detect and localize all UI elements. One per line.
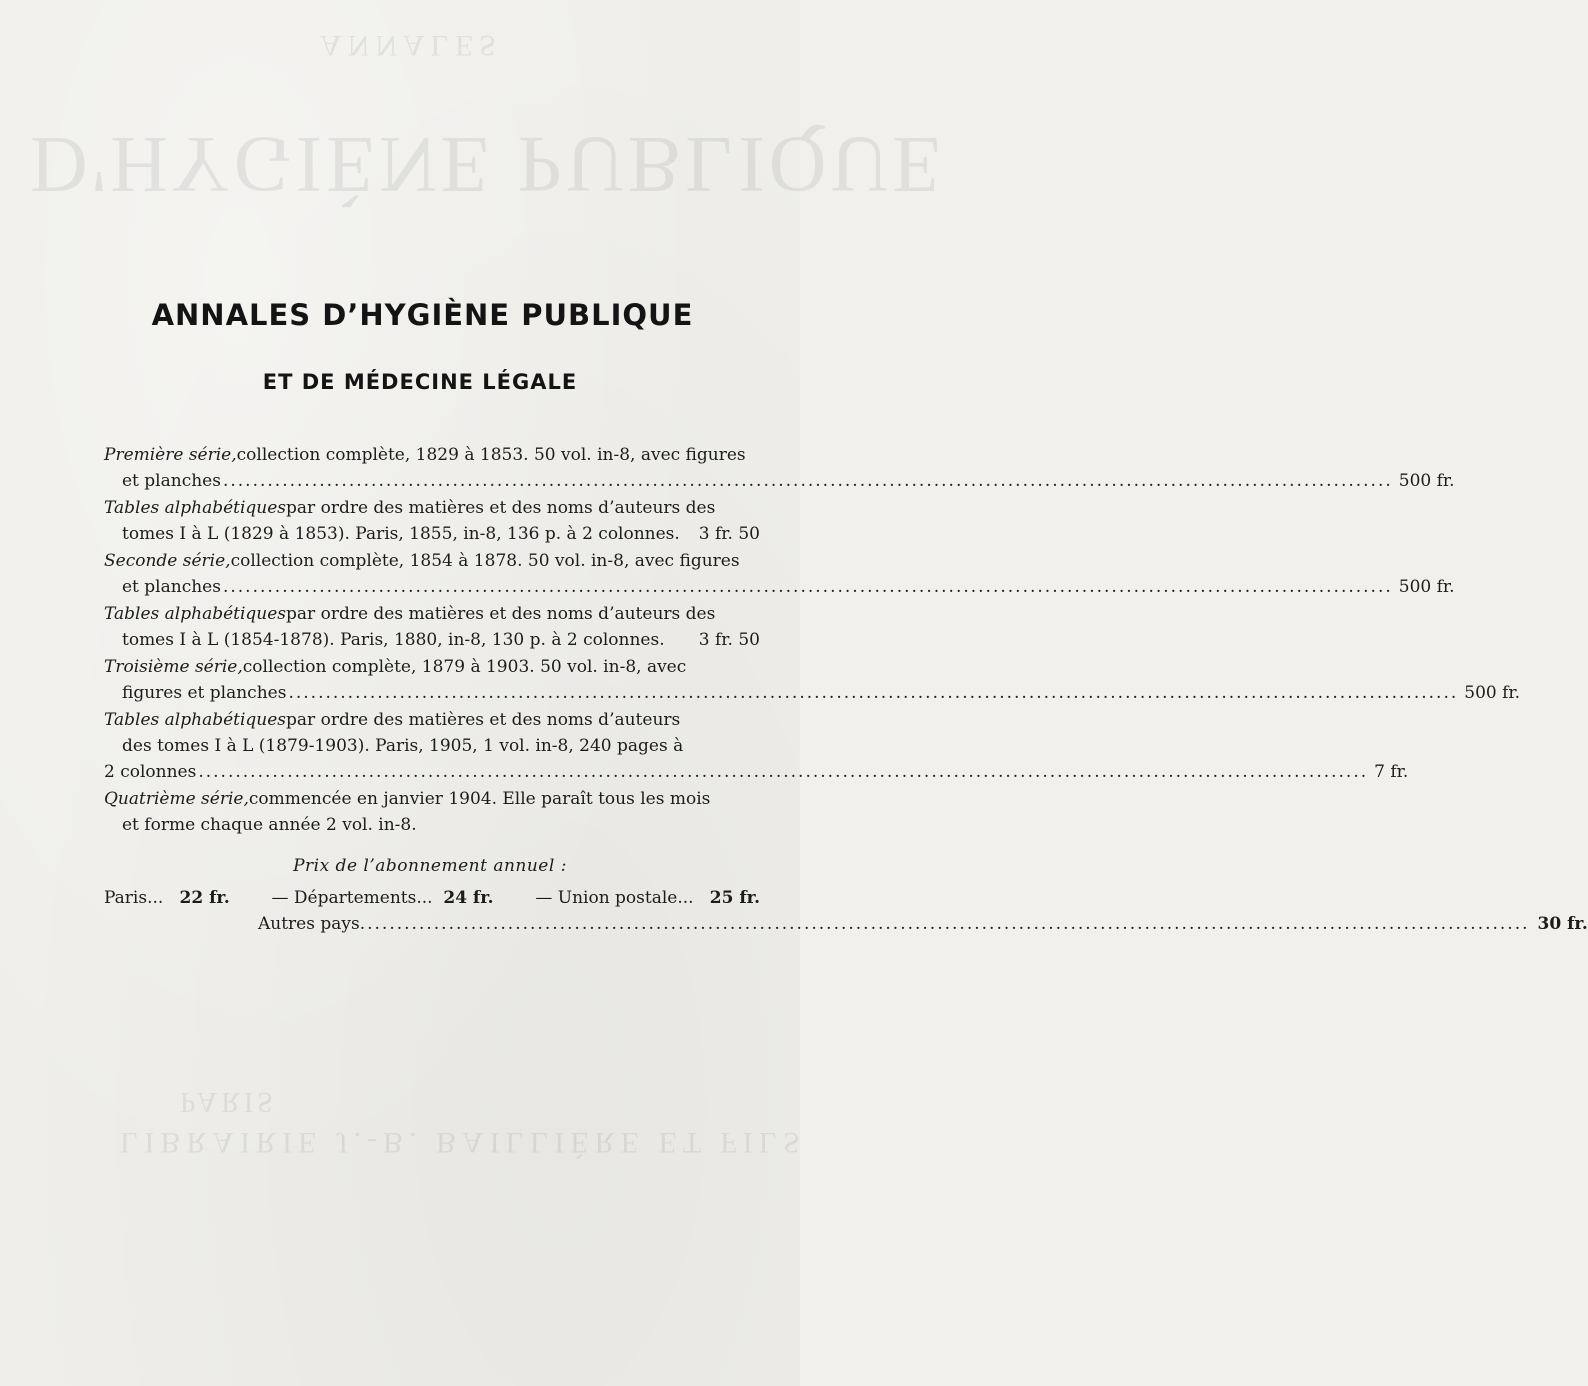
- entry-description: par ordre des matières et des noms d’auteurs: [286, 710, 681, 730]
- entry-description: collection complète, 1879 à 1903. 50 vol. in-8, avec: [242, 657, 687, 677]
- price-label: Paris...: [104, 888, 164, 908]
- entry-price: 7 fr.: [1374, 762, 1409, 782]
- price-departements: [272, 886, 494, 910]
- entry-price: 3 fr. 50: [698, 524, 760, 544]
- page-title: ANNALES D’HYGIÈNE PUBLIQUE: [151, 298, 694, 332]
- entry-description: et forme chaque année 2 vol. in-8.: [122, 815, 417, 835]
- entry-title: Quatrième série,: [104, 789, 249, 809]
- dot-leader: [360, 912, 1530, 936]
- catalog-entry-troisieme-serie: [104, 654, 1521, 706]
- entry-title: Tables alphabétiques: [104, 710, 287, 730]
- price-label: Autres pays: [258, 914, 360, 934]
- show-through-text: LIBRAIRIE J.-B. BAILLIÈRE ET FILS: [120, 1126, 806, 1159]
- page-subtitle: ET DE MÉDECINE LÉGALE: [262, 370, 578, 394]
- price-value: 30 fr.: [1537, 914, 1588, 934]
- entry-description: 2 colonnes: [104, 762, 197, 782]
- entry-description: par ordre des matières et des noms d’auteurs des: [286, 498, 716, 518]
- entry-price: 500 fr.: [1398, 577, 1455, 597]
- entry-price: 500 fr.: [1464, 683, 1521, 703]
- price-value: 22 fr.: [179, 888, 230, 908]
- entry-description: tomes I à L (1829 à 1853). Paris, 1855, in-8, 136 p. à 2 colonnes.: [122, 524, 680, 544]
- entry-description: collection complète, 1854 à 1878. 50 vol. in-8, avec figures: [230, 551, 740, 571]
- entry-title: Troisième série,: [104, 657, 243, 677]
- entry-description: tomes I à L (1854-1878). Paris, 1880, in-8, 130 p. à 2 colonnes.: [122, 630, 665, 650]
- price-value: 25 fr.: [709, 888, 760, 908]
- entry-description: commencée en janvier 1904. Elle paraît tous les mois: [248, 789, 711, 809]
- dot-leader: [223, 574, 1393, 600]
- catalog-entries: [104, 442, 1521, 839]
- entry-description: figures et planches: [122, 683, 287, 703]
- entry-description: et planches: [122, 577, 221, 597]
- catalog-entry-tables-2: [104, 601, 760, 653]
- dot-leader: [223, 468, 1393, 494]
- subscription-prices: [104, 886, 760, 910]
- show-through-text: ANNALES: [320, 29, 502, 62]
- price-union-postale: [535, 886, 760, 910]
- catalog-entry-tables-1: [104, 495, 760, 547]
- show-through-text: PARIS: [180, 1086, 277, 1117]
- price-value: 24 fr.: [443, 888, 494, 908]
- entry-price: 3 fr. 50: [698, 630, 760, 650]
- entry-title: Première série,: [104, 445, 237, 465]
- catalog-entry-quatrieme-serie: [104, 786, 760, 838]
- entry-description: collection complète, 1829 à 1853. 50 vol. in-8, avec figures: [236, 445, 746, 465]
- dot-leader: [198, 759, 1368, 785]
- entry-title: Tables alphabétiques: [104, 498, 287, 518]
- subscription-heading: Prix de l’abonnement annuel :: [293, 856, 567, 876]
- entry-title: Seconde série,: [104, 551, 231, 571]
- catalog-entry-tables-3: [104, 707, 1409, 785]
- catalog-entry-premiere-serie: [104, 442, 1455, 494]
- entry-price: 500 fr.: [1398, 471, 1455, 491]
- entry-title: Tables alphabétiques: [104, 604, 287, 624]
- entry-description: par ordre des matières et des noms d’auteurs des: [286, 604, 716, 624]
- price-autres-pays: [258, 912, 1588, 936]
- price-label: — Départements...: [271, 888, 433, 908]
- entry-description: et planches: [122, 471, 221, 491]
- price-label: — Union postale...: [535, 888, 694, 908]
- show-through-text: D'HYGIÈNE PUBLIQUE: [30, 120, 946, 208]
- catalog-entry-seconde-serie: [104, 548, 1455, 600]
- price-paris: [104, 886, 230, 910]
- entry-description: des tomes I à L (1879-1903). Paris, 1905, 1 vol. in-8, 240 pages à: [122, 736, 684, 756]
- dot-leader: [288, 680, 1458, 706]
